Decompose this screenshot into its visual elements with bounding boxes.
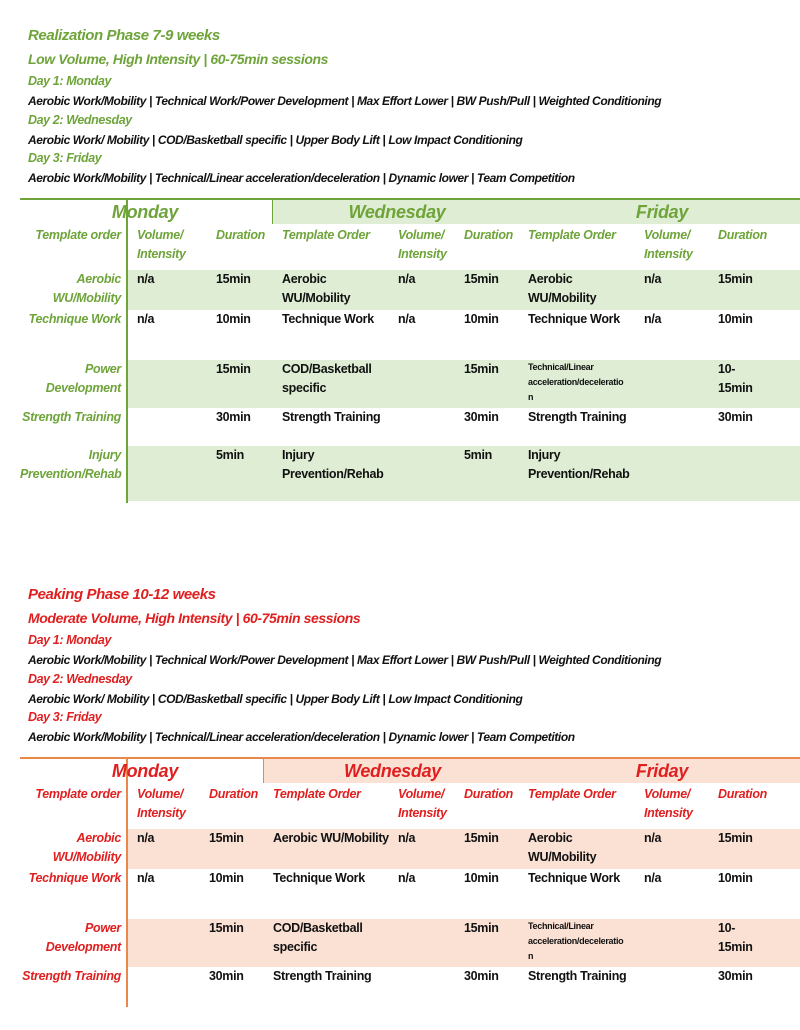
- realization-day1-desc: Aerobic Work/Mobility | Technical Work/Power Development | Max Effort Lower | BW Push/Pull | Weighted Conditioning: [28, 94, 662, 108]
- peaking-day2-label: Day 2: Wednesday: [28, 672, 132, 686]
- fri-duration: 10min: [718, 871, 753, 885]
- realization-subtitle: Low Volume, High Intensity | 60-75min sessions: [28, 51, 329, 67]
- day-header-monday: Monday: [111, 202, 179, 222]
- fri-template-order: Aerobic WU/Mobility: [528, 831, 597, 864]
- header-wed-order: Template Order: [282, 228, 370, 242]
- mon-volume: n/a: [137, 272, 155, 286]
- wed-template-order: Injury Prevention/Rehab: [282, 448, 384, 481]
- day-header-friday: Friday: [522, 759, 800, 783]
- wed-volume: n/a: [398, 272, 416, 286]
- fri-template-order: Strength Training: [528, 410, 627, 424]
- header-fri-volume: Volume/ Intensity: [644, 787, 693, 820]
- fri-template-order: Technical/Linear acceleration/deceleratio n: [528, 362, 624, 402]
- mon-duration: 15min: [209, 831, 244, 845]
- row-label: Power Development: [45, 921, 121, 954]
- row-label: Injury Prevention/Rehab: [20, 448, 122, 481]
- day-header-divider: [272, 198, 273, 224]
- wed-duration: 30min: [464, 410, 499, 424]
- row-label: Aerobic WU/Mobility: [52, 272, 121, 305]
- row-label: Power Development: [45, 362, 121, 395]
- fri-duration: 15min: [718, 831, 753, 845]
- peaking-schedule-table: [20, 757, 800, 1007]
- wed-template-order: Technique Work: [282, 312, 374, 326]
- peaking-day3-label: Day 3: Friday: [28, 710, 102, 724]
- wed-template-order: Strength Training: [282, 410, 381, 424]
- fri-template-order: Aerobic WU/Mobility: [528, 272, 597, 305]
- wed-volume: n/a: [398, 312, 416, 326]
- row-label: Technique Work: [28, 312, 121, 326]
- wed-volume: n/a: [398, 831, 416, 845]
- header-template-order: Template order: [35, 228, 121, 242]
- wed-duration: 10min: [464, 312, 499, 326]
- header-wed-volume: Volume/ Intensity: [398, 228, 447, 261]
- mon-volume: n/a: [137, 831, 155, 845]
- realization-title: Realization Phase 7-9 weeks: [28, 27, 220, 44]
- day-header-friday: Friday: [522, 200, 800, 224]
- fri-template-order: Technique Work: [528, 312, 620, 326]
- table-left-border: [126, 757, 128, 1007]
- mon-duration: 15min: [209, 921, 244, 935]
- header-fri-duration: Duration: [718, 787, 767, 801]
- fri-volume: n/a: [644, 831, 662, 845]
- wed-template-order: Aerobic WU/Mobility: [282, 272, 351, 305]
- fri-template-order: Injury Prevention/Rehab: [528, 448, 630, 481]
- realization-day2-desc: Aerobic Work/ Mobility | COD/Basketball specific | Upper Body Lift | Low Impact Conditioning: [28, 133, 523, 147]
- mon-duration: 10min: [216, 312, 251, 326]
- header-template-order: Template order: [35, 787, 121, 801]
- mon-duration: 15min: [216, 362, 251, 376]
- mon-duration: 10min: [209, 871, 244, 885]
- fri-template-order: Strength Training: [528, 969, 627, 983]
- header-mon-duration: Duration: [209, 787, 258, 801]
- day-header-divider: [263, 757, 264, 783]
- header-fri-volume: Volume/ Intensity: [644, 228, 693, 261]
- mon-volume: n/a: [137, 871, 155, 885]
- wed-duration: 15min: [464, 362, 499, 376]
- fri-duration: 30min: [718, 410, 753, 424]
- header-wed-duration: Duration: [464, 787, 513, 801]
- day-header-wednesday: Wednesday: [263, 759, 522, 783]
- mon-duration: 30min: [209, 969, 244, 983]
- header-wed-duration: Duration: [464, 228, 513, 242]
- fri-duration: 10- 15min: [718, 921, 753, 954]
- peaking-day3-desc: Aerobic Work/Mobility | Technical/Linear acceleration/deceleration | Dynamic lower | Team Competition: [28, 730, 575, 744]
- fri-duration: 10- 15min: [718, 362, 753, 395]
- wed-duration: 10min: [464, 871, 499, 885]
- wed-template-order: Strength Training: [273, 969, 372, 983]
- wed-volume: n/a: [398, 871, 416, 885]
- realization-day3-desc: Aerobic Work/Mobility | Technical/Linear acceleration/deceleration | Dynamic lower | Team Competition: [28, 171, 575, 185]
- header-wed-volume: Volume/ Intensity: [398, 787, 447, 820]
- header-fri-order: Template Order: [528, 228, 616, 242]
- realization-day3-label: Day 3: Friday: [28, 151, 102, 165]
- mon-duration: 15min: [216, 272, 251, 286]
- day-header-wednesday: Wednesday: [272, 200, 522, 224]
- fri-volume: n/a: [644, 871, 662, 885]
- mon-duration: 5min: [216, 448, 244, 462]
- fri-duration: 15min: [718, 272, 753, 286]
- row-label: Technique Work: [28, 871, 121, 885]
- fri-template-order: Technique Work: [528, 871, 620, 885]
- fri-duration: 30min: [718, 969, 753, 983]
- fri-volume: n/a: [644, 312, 662, 326]
- header-wed-order: Template Order: [273, 787, 361, 801]
- wed-duration: 15min: [464, 272, 499, 286]
- wed-duration: 5min: [464, 448, 492, 462]
- peaking-subtitle: Moderate Volume, High Intensity | 60-75min sessions: [28, 610, 361, 626]
- realization-day1-label: Day 1: Monday: [28, 74, 112, 88]
- row-label: Strength Training: [22, 969, 121, 983]
- peaking-title: Peaking Phase 10-12 weeks: [28, 586, 216, 603]
- header-mon-duration: Duration: [216, 228, 265, 242]
- wed-duration: 30min: [464, 969, 499, 983]
- wed-template-order: Aerobic WU/Mobility: [273, 831, 389, 845]
- header-fri-order: Template Order: [528, 787, 616, 801]
- realization-day2-label: Day 2: Wednesday: [28, 113, 132, 127]
- header-fri-duration: Duration: [718, 228, 767, 242]
- wed-template-order: COD/Basketball specific: [282, 362, 372, 395]
- peaking-day1-desc: Aerobic Work/Mobility | Technical Work/Power Development | Max Effort Lower | BW Push/Pull | Weighted Conditioning: [28, 653, 662, 667]
- fri-template-order: Technical/Linear acceleration/deceleratio n: [528, 921, 624, 961]
- header-mon-volume: Volume/ Intensity: [137, 228, 186, 261]
- peaking-day2-desc: Aerobic Work/ Mobility | COD/Basketball specific | Upper Body Lift | Low Impact Conditioning: [28, 692, 523, 706]
- fri-volume: n/a: [644, 272, 662, 286]
- realization-schedule-table: [20, 198, 800, 503]
- fri-duration: 10min: [718, 312, 753, 326]
- row-label: Strength Training: [22, 410, 121, 424]
- wed-template-order: COD/Basketball specific: [273, 921, 363, 954]
- wed-duration: 15min: [464, 831, 499, 845]
- mon-duration: 30min: [216, 410, 251, 424]
- header-mon-volume: Volume/ Intensity: [137, 787, 186, 820]
- peaking-day1-label: Day 1: Monday: [28, 633, 112, 647]
- row-label: Aerobic WU/Mobility: [52, 831, 121, 864]
- wed-duration: 15min: [464, 921, 499, 935]
- mon-volume: n/a: [137, 312, 155, 326]
- wed-template-order: Technique Work: [273, 871, 365, 885]
- day-header-monday: Monday: [111, 761, 179, 781]
